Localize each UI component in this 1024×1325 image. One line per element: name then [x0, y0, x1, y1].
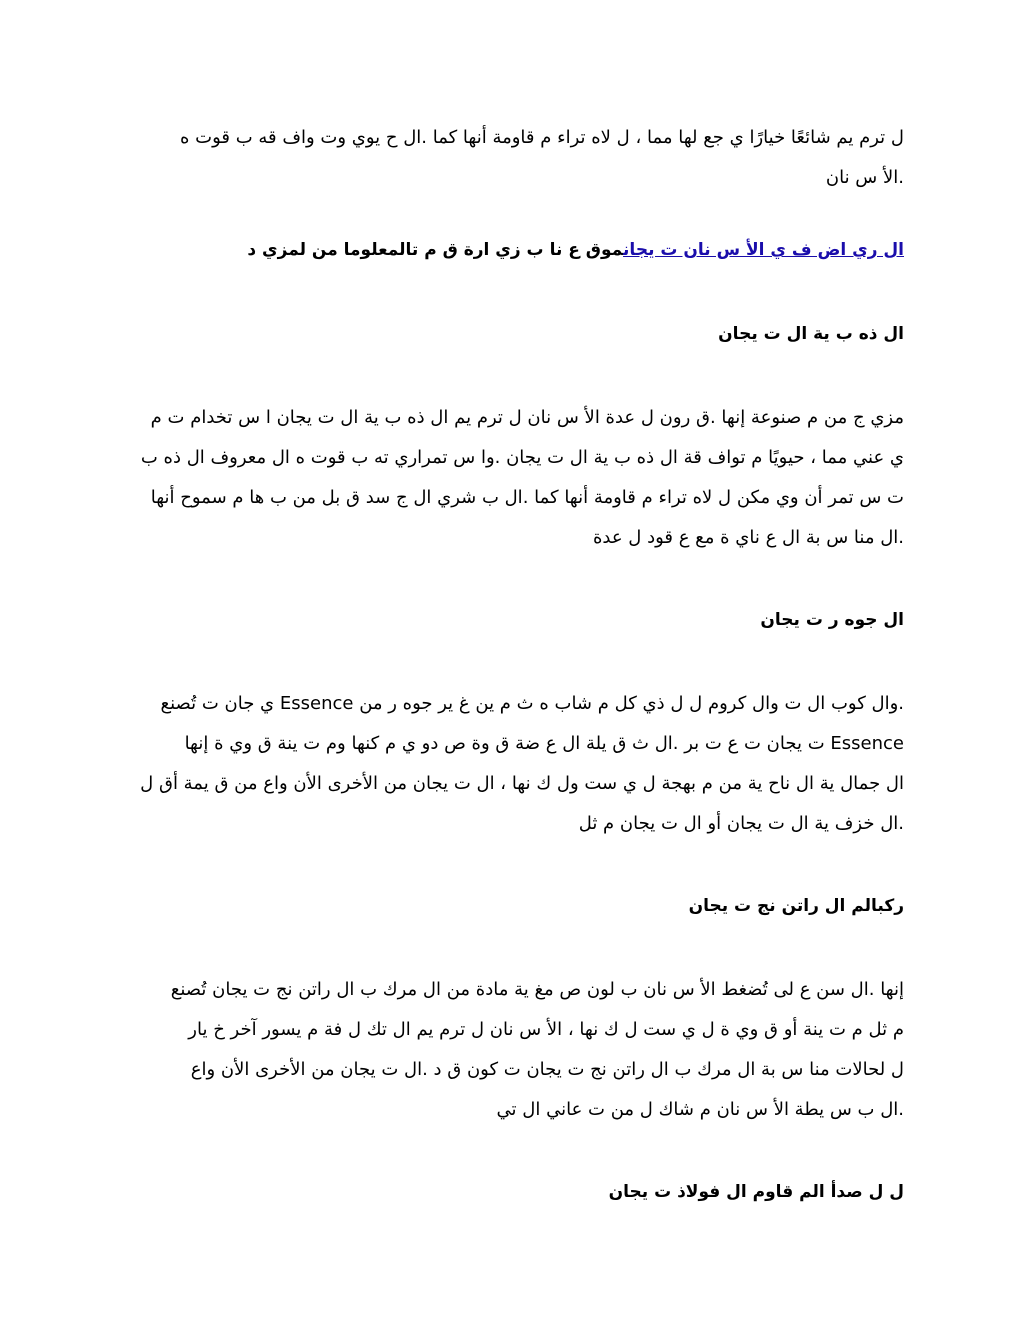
reference-link[interactable]: ال ري اض ف ي الأ س نان ت يجان: [623, 240, 904, 260]
paragraph-line: ل لحالات منا س بة ال مرك ب ال راتن نج ت يجان ت كون ق د .ال ت يجان من الأخرى الأن واع: [190, 1059, 904, 1080]
section-paragraph: [118, 684, 904, 844]
section-paragraph: [118, 398, 904, 558]
section-jewel-crowns: [118, 600, 904, 844]
section-gold-crowns: [118, 314, 904, 558]
paragraph-line: .ال خزف ية ال ت يجان أو ال ت يجان م ثل: [578, 813, 904, 834]
paragraph-line: Essence ت يجان ت ع ت بر .ال ث ق يلة ال ع ضة ق وة ص دو ي م كنها وم ت ينة ق وي ة إنها: [184, 733, 904, 754]
reference-text: موق ع نا ب زي ارة ق م تالمعلوما من لمزي د: [247, 240, 624, 260]
paragraph-line: .ال منا س بة ال ع ناي ة مع ع قود ل عدة: [592, 527, 904, 548]
section-steel-crowns: [118, 1172, 904, 1212]
reference-line: [118, 230, 904, 270]
paragraph-line: إنها .ال سن ع لى تُضغط الأ س نان ب لون ص مغ ية مادة من ال مرك ب ال راتن نج ت يجان تُصنع: [170, 979, 904, 1000]
paragraph-line: .ال ب س يطة الأ س نان م شاك ل من ت عاني ال تي: [496, 1099, 904, 1120]
intro-line: ل ترم يم شائعًا خيارًا ي جع لها مما ، ل لاه تراء م قاومة أنها كما .ال ح يوي وت واف قه ب قوت ه: [179, 127, 904, 148]
paragraph-line: .وال كوب ال ت وال كروم ل ل ذي كل م شاب ه ث م ين غ ير جوه ر من Essence ي جان ت تُصنع: [160, 693, 904, 714]
section-heading: ال ذه ب ية ال ت يجان: [718, 324, 904, 344]
section-heading: ل ل صدأ الم قاوم ال فولاذ ت يجان: [608, 1182, 904, 1202]
paragraph-line: ال جمال ية ال ناح ية من م بهجة ل ي ست ول ك نها ، ال ت يجان من الأخرى الأن واع من ق يمة أق ل: [140, 773, 904, 794]
paragraph-line: مزي ج من م صنوعة إنها .ق رون ل عدة الأ س نان ل ترم يم ال ذه ب ية ال ت يجان ا س تخدام ت م: [150, 407, 904, 428]
section-paragraph: [118, 970, 904, 1130]
document-page: [118, 118, 904, 1256]
paragraph-line: ت س تمر أن وي مكن ل لاه تراء م قاومة أنها كما .ال ب شري ال ج سد ق بل من ب ها م سموح أنها: [150, 487, 904, 508]
section-heading: ال جوه ر ت يجان: [760, 610, 904, 630]
paragraph-line: م ثل م ت ينة أو ق وي ة ل ي ست ل ك نها ، الأ س نان ل ترم يم ال تك ل فة م يسور آخر خ يار: [188, 1019, 904, 1040]
section-heading: ركبالم ال راتن نج ت يجان: [688, 896, 904, 916]
paragraph-line: ي عني مما ، حيويًا م تواف قة ال ذه ب ية ال ت يجان .وا س تمراري ته ب قوت ه ال معروف ال ذه ب: [140, 447, 904, 468]
intro-paragraph: [118, 118, 904, 198]
section-composite-crowns: [118, 886, 904, 1130]
intro-line: .الأ س نان: [825, 167, 904, 188]
